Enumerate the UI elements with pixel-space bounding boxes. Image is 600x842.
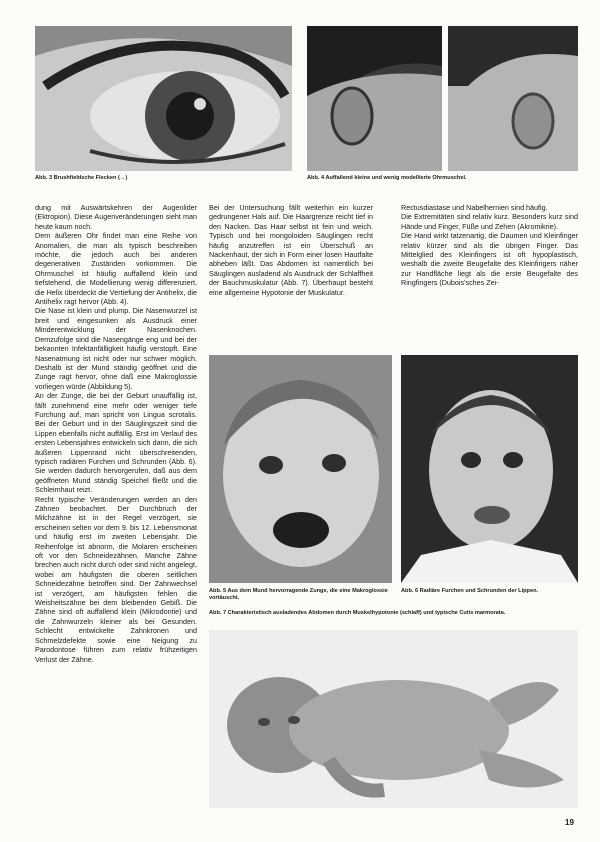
photo-abb4-ear-left xyxy=(307,26,442,171)
text-column-right: Rectusdiastase und Nabelhernien sind häufig. Die Extremitäten sind relativ kurz. Besonders kurz sind Hände und Finger, Füße und Zehen (Akromikrie). Die Hand wirkt tatzenartig, die Daumen und Kleinfinger relativ kürzer sind als die übrigen Finger. Das Mittelglied des Kleinfingers ist oft hypoplastisch, weshalb die zweite Beugefalte des Kleinfingers näher zur Handfläche liegt als die erste Beugefalte des Ringfingers (Dubois'sches Zei- xyxy=(401,203,578,288)
caption-abb4: Abb. 4 Auffallend kleine und wenig modellierte Ohrmuschel. xyxy=(307,175,467,181)
caption-abb6: Abb. 6 Radiäre Furchen und Schrunden der Lippen. xyxy=(401,588,539,594)
text-column-middle: Bei der Untersuchung fällt weiterhin ein kurzer gedrungener Hals auf. Die Haargrenze reicht tief in den Nacken. Das Haar selbst ist fein und weich. Typisch und bei mongoloiden Säuglingen recht häufig anzutreffen ist ein Überschuß an Nackenhaut, der sich in Form einer losen Hautfalte abheben läßt. Das Abdomen ist namentlich bei Säuglingen ausladend als Ausdruck der Schlaffheit der Bauchmuskulatur (Abb. 7). Überhaupt besteht eine allgemeine Hypotonie der Muskulatur. xyxy=(209,203,373,297)
caption-abb3: Abb. 3 Brushfieldsche Flecken (→) xyxy=(35,175,128,181)
page-number: 19 xyxy=(565,818,574,827)
text-column-left: dung mit Auswärtskehren der Augenlider (Ektropion). Diese Augenveränderungen sieht man heute kaum noch. Dem äußeren Ohr findet man eine Reihe von Anomalien, die man als typisch beschreiben möchte, die jedoch auch bei anderen degenerativen Zuständen vorkommen. Die Ohrmuschel ist häufig auffallend klein und tiefstehend, die Modellierung wenig differenziert, die Helix überdeckt die Vertiefung der Antihelix, die Antihelix ragt hervor (Abb. 4). Die Nase ist klein und plump. Die Nasenwurzel ist breit und eingesunken als Ausdruck einer Minderentwicklung der Nasenknochen. Demzufolge sind die Nasengänge eng und bei der bekannten Infektanfälligkeit häufig verstopft. Eine Nasenatmung ist nicht oder nur schwer möglich. Deshalb ist der Mund ständig geöffnet und die Zunge ragt hervor, ohne daß eine Makroglossie vorliegen würde (Abbildung 5). An der Zunge, die bei der Geburt unauffällig ist, fällt zunehmend eine mehr oder weniger tiefe Furchung auf, man spricht von Lingua scrotalis. Bei der Geburt und in der Säuglingszeit sind die Lippen ebenfalls nicht auffällig. Erst im Verlauf des ersten Lebensjahres entwickeln sich dann, die sich äußeren Lippenrand nicht überschreitenden, typisch radiären Furchen und Schrunden (Abb. 6). Sie werden dadurch hervorgerufen, daß aus dem geöffneten Mund ständig Speichel fließt und die Schleimhaut reizt. Recht typische Veränderungen werden an den Zähnen beobachtet. Der Durchbruch der Milchzähne ist in der Regel verzögert, sie erscheinen selten vor dem 9. bis 12. Lebensmonat und häufig erst im zweiten Lebensjahr. Die Reihenfolge ist abnorm, die Molaren erscheinen oft vor den Schneidezähnen. Manche Zähne brechen auch nicht durch oder sind nicht angelegt, wobei am häufigsten die oberen seitlichen Schneidezähne betroffen sind. Der Zahnwechsel ist verzögert, am häufigsten fehlen die Weisheitszähne bei dem bleibenden Gebiß. Die Zähne sind oft auffallend klein (Mikrodontie) und die Zahnwurzeln kleiner als bei Gesunden. Schlecht entwickelte Zahnkronen und Schmelzdefekte sowie eine Neigung zu Parodontose führen zum relativ frühzeitigen Verlust der Zähne. xyxy=(35,203,197,664)
photo-abb4-ear-right xyxy=(448,26,578,171)
caption-abb7: Abb. 7 Charakteristisch ausladendes Abdomen durch Muskelhypotonie (schlaff) und typische Cutis marmorata. xyxy=(209,610,506,616)
photo-abb7-infant-abdomen xyxy=(209,630,578,808)
caption-abb5: Abb. 5 Aus dem Mund hervorragende Zunge, die eine Makroglossie vortäuscht. xyxy=(209,588,388,601)
photo-abb3-eye xyxy=(35,26,292,171)
photo-abb6-girl-lips xyxy=(401,355,578,583)
photo-abb5-child-tongue xyxy=(209,355,392,583)
